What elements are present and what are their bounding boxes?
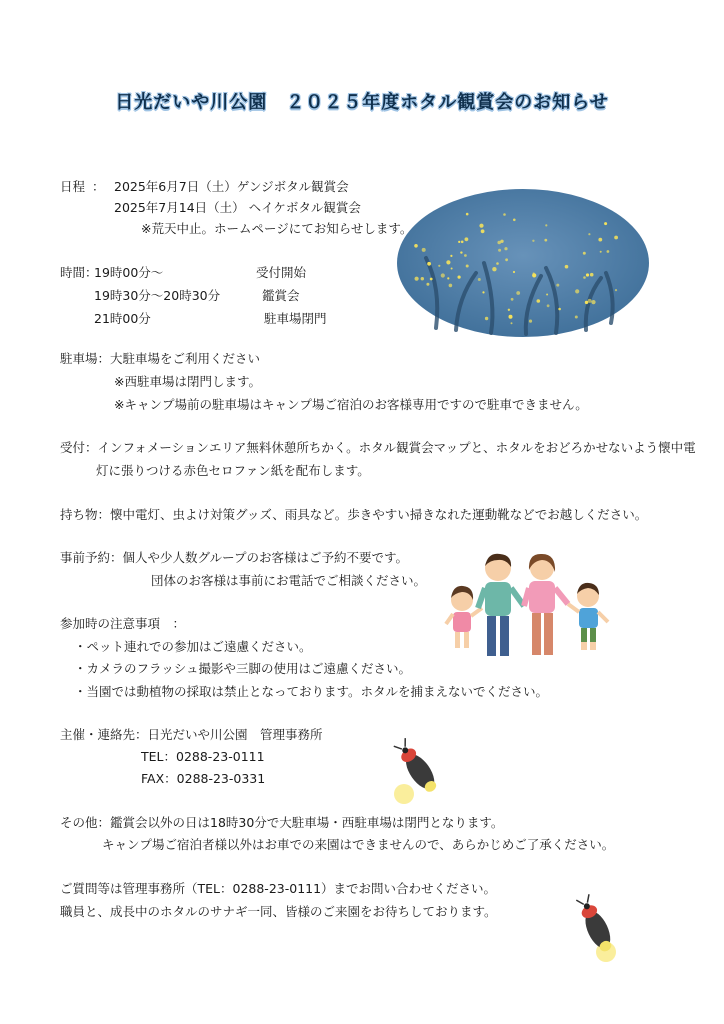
firefly-glow-dot	[615, 289, 617, 291]
parking-line: 駐車場：大駐車場をご利用ください	[60, 351, 261, 366]
schedule-separator: ：	[92, 179, 105, 194]
time-row-2-event: 鑑賞会	[262, 288, 300, 303]
firefly-glow-dot	[545, 224, 547, 226]
time-row-1-time: 19時00分～	[94, 265, 164, 280]
parking-note-west: ※西駐車場は閉門します。	[114, 374, 261, 389]
firefly-glow-dot	[575, 289, 579, 293]
schedule-note: ※荒天中止。ホームページにてお知らせします。	[141, 221, 413, 236]
firefly-glow-dot	[614, 236, 618, 240]
firefly-glow-dot	[558, 308, 561, 311]
firefly-glow-dot	[544, 239, 547, 242]
firefly-glow-dot	[604, 222, 607, 225]
other-line-1: その他：鑑賞会以外の日は18時30分で大駐車場・西駐車場は閉門となります。	[60, 815, 504, 830]
firefly-glow-dot	[466, 213, 469, 216]
firefly-glow-dot	[421, 277, 424, 280]
firefly-glow-dot	[479, 224, 483, 228]
closing-line-1: ご質問等は管理事務所（TEL：0288-23-0111）までお問い合わせください。	[60, 881, 497, 896]
firefly-glow-dot	[585, 301, 588, 304]
firefly-glow-dot	[583, 252, 586, 255]
firefly-glow-dot	[458, 241, 460, 243]
firefly-glow-dot	[588, 299, 592, 303]
firefly-glow-dot	[537, 299, 541, 303]
firefly-glow-dot	[591, 300, 595, 304]
firefly-glow-dot	[590, 273, 594, 277]
contact-fax: FAX：0288-23-0331	[141, 771, 266, 786]
firefly-glow-dot	[450, 255, 452, 257]
contact-tel: TEL：0288-23-0111	[141, 749, 265, 764]
firefly-glow-dot	[427, 262, 431, 266]
firefly-glow-dot	[465, 237, 469, 241]
firefly-glow-dot	[565, 265, 569, 269]
firefly-glow-dot	[509, 315, 513, 319]
firefly-glow-dot	[532, 240, 534, 242]
firefly-glow-dot	[529, 320, 532, 323]
firefly-glow-dot	[438, 265, 440, 267]
firefly-glow-dot	[466, 265, 469, 268]
reservation-line-1: 事前予約：個人や少人数グループのお客様はご予約不要です。	[60, 550, 409, 565]
firefly-glow-dot	[451, 268, 453, 270]
firefly-glow-dot	[496, 262, 499, 265]
firefly-glow-dot	[485, 317, 488, 320]
firefly-glow-dot	[460, 251, 462, 253]
firefly-glow-dot	[511, 298, 514, 301]
other-line-2: キャンプ場ご宿泊者様以外はお車での来園はできませんので、あらかじめご了承ください。	[102, 837, 615, 852]
firefly-glow-dot	[504, 247, 507, 250]
items-line: 持ち物：懐中電灯、虫よけ対策グッズ、雨具など。歩きやすい掃きなれた運動靴などでお越しください。	[60, 507, 648, 522]
firefly-glow-dot	[505, 258, 508, 261]
firefly-glow-dot	[508, 309, 510, 311]
firefly-glow-dot	[426, 283, 429, 286]
family-walking-illustration	[438, 548, 620, 666]
firefly-glow-dot	[478, 278, 481, 281]
schedule-label: 日程	[60, 179, 86, 194]
reception-line-1: 受付：インフォメーションエリア無料休憩所ちかく。ホタル観賞会マップと、ホタルをおどろかせないよう懐中電	[60, 440, 696, 455]
time-label: 時間：	[60, 265, 98, 280]
firefly-illustration	[388, 734, 450, 806]
closing-line-2: 職員と、成長中のホタルのサナギ一同、皆様のご来園をお待ちしております。	[60, 904, 497, 919]
reception-line-2: 灯に張りつける赤色セロファン紙を配布します。	[96, 463, 370, 478]
firefly-glow-dot	[503, 213, 506, 216]
firefly-glow-dot	[516, 291, 520, 295]
firefly-glow-dot	[497, 241, 501, 245]
time-row-2-time: 19時30分～20時30分	[94, 288, 221, 303]
schedule-genji: 2025年6月7日（土）ゲンジボタル観賞会	[114, 179, 349, 194]
reservation-line-2: 団体のお客様は事前にお電話でご相談ください。	[151, 573, 427, 588]
notes-item-pets: ・ペット連れでの参加はご遠慮ください。	[74, 639, 312, 654]
firefly-glow-dot	[546, 294, 548, 296]
firefly-glow-dot	[449, 284, 453, 288]
firefly-glow-dot	[586, 273, 589, 276]
firefly-glow-dot	[415, 277, 419, 281]
firefly-glow-dot	[583, 276, 586, 279]
firefly-glow-dot	[513, 219, 516, 222]
firefly-glow-dot	[598, 238, 602, 242]
firefly-glow-dot	[447, 277, 449, 279]
firefly-glow-dot	[422, 248, 426, 252]
firefly-glow-dot	[464, 254, 467, 257]
time-row-3-time: 21時00分	[94, 311, 151, 326]
time-row-3-event: 駐車場閉門	[264, 311, 327, 326]
firefly-glow-dot	[511, 322, 513, 324]
firefly-glow-dot	[533, 272, 535, 274]
firefly-glow-dot	[498, 249, 501, 252]
page-title: 日光だいや川公園 ２０２５年度ホタル観賞会のお知らせ	[115, 92, 609, 113]
firefly-glow-dot	[556, 284, 559, 287]
firefly-glow-dot	[446, 260, 450, 264]
parking-note-camp: ※キャンプ場前の駐車場はキャンプ場ご宿泊のお客様専用ですので駐車できません。	[114, 397, 588, 412]
contact-line: 主催・連絡先：日光だいや川公園 管理事務所	[60, 727, 323, 742]
firefly-glow-dot	[430, 278, 433, 281]
firefly-illustration-2	[566, 892, 628, 964]
firefly-glow-dot	[441, 273, 445, 277]
firefly-glow-dot	[482, 291, 484, 293]
firefly-night-illustration	[396, 188, 650, 338]
schedule-heike: 2025年7月14日（土） ヘイケボタル観賞会	[114, 200, 361, 215]
firefly-glow-dot	[607, 250, 610, 253]
firefly-glow-dot	[458, 276, 461, 279]
notes-item-collecting: ・当園では動植物の採取は禁止となっております。ホタルを捕まえないでください。	[74, 684, 549, 699]
time-row-1-event: 受付開始	[256, 265, 307, 280]
firefly-glow-dot	[600, 251, 602, 253]
notes-heading: 参加時の注意事項 ：	[60, 616, 186, 631]
notes-item-camera: ・カメラのフラッシュ撮影や三脚の使用はご遠慮ください。	[74, 661, 412, 676]
firefly-glow-dot	[513, 271, 515, 273]
firefly-glow-dot	[547, 304, 550, 307]
firefly-glow-dot	[481, 229, 485, 233]
firefly-glow-dot	[461, 241, 464, 244]
firefly-glow-dot	[492, 267, 496, 271]
firefly-glow-dot	[414, 244, 418, 248]
firefly-glow-dot	[575, 316, 578, 319]
firefly-glow-dot	[588, 233, 590, 235]
